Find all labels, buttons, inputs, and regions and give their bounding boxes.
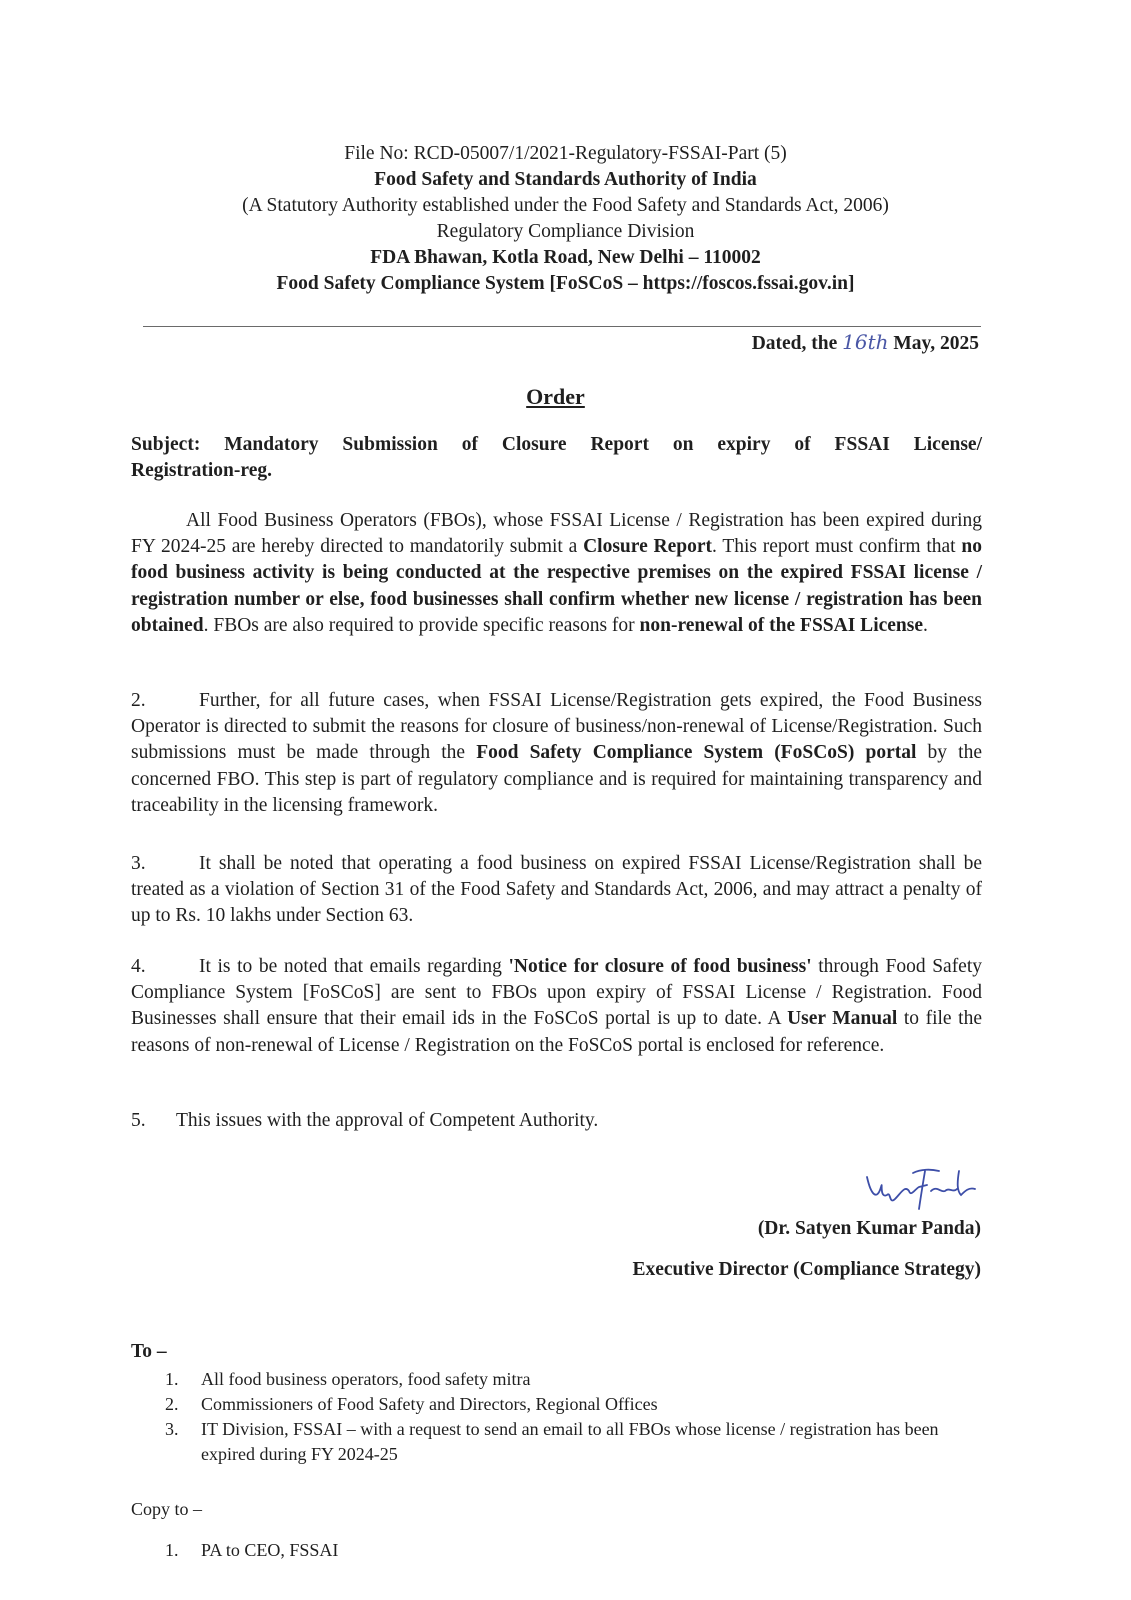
subject-line-2: Registration-reg. [131, 460, 272, 482]
signatory-designation: Executive Director (Compliance Strategy) [632, 1259, 981, 1280]
subject-line-1: Subject: Mandatory Submission of Closure Report on expiry of FSSAI License/ [131, 434, 982, 455]
item-text: PA to CEO, FSSAI [201, 1540, 339, 1560]
item-text: All food business operators, food safety mitra [201, 1369, 531, 1389]
p4-number: 4. [131, 956, 146, 977]
p1-text-2: . This report must confirm that [712, 536, 962, 558]
p3-text: It shall be noted that operating a food business on expired FSSAI License/Registration shall be treated as a violation of Section 31 of the Food Safety and Standards Act, 2006, and may attract a penalty of up to Rs. 10 lakhs under Section 63. [131, 853, 982, 927]
p4-bold-notice: 'Notice for closure of food business' [508, 956, 812, 977]
p2-number: 2. [131, 690, 146, 711]
date-suffix: May, 2025 [893, 333, 979, 354]
p4-text-1: It is to be noted that emails regarding [199, 956, 509, 977]
p5-number: 5. [131, 1110, 146, 1131]
item-text: IT Division, FSSAI – with a request to send an email to all FBOs whose license / registration has been expired during FY 2024-25 [201, 1419, 939, 1464]
p1-text-4: . [923, 614, 928, 636]
list-item [165, 1417, 985, 1467]
item-text: Commissioners of Food Safety and Directors, Regional Offices [201, 1394, 658, 1414]
p1-text-3: . FBOs are also required to provide specific reasons for [203, 614, 640, 636]
file-number: File No: RCD-05007/1/2021-Regulatory-FSSAI-Part (5) [344, 143, 787, 164]
copy-to-label: Copy to – [131, 1499, 203, 1519]
list-item [165, 1538, 985, 1563]
division-name: Regulatory Compliance Division [436, 221, 695, 242]
p5-text: This issues with the approval of Competent Authority. [176, 1110, 599, 1131]
to-label: To – [131, 1341, 167, 1362]
item-number: 1. [165, 1369, 179, 1389]
list-item [165, 1392, 985, 1417]
p1-bold-non-renewal: non-renewal of the FSSAI License [639, 614, 924, 636]
p1-bold-confirmation: no food business activity is being conducted at the respective premises on the expired FSSAI license / registration number or else, food businesses shall confirm whether new license / registration has been obtained [131, 536, 982, 636]
paragraph-3 [131, 851, 982, 930]
handwritten-day: 16th [842, 330, 889, 354]
copy-to-list [165, 1538, 985, 1563]
office-address: FDA Bhawan, Kotla Road, New Delhi – 110002 [370, 247, 761, 268]
paragraph-2 [131, 688, 982, 819]
date-prefix: Dated, the [751, 333, 838, 354]
p4-text-2: through Food Safety Compliance System [FoSCoS] are sent to FBOs upon expiry of FSSAI License / Registration. Food Businesses shall ensure that their email ids in the FoSCoS portal is up to date. A [131, 956, 983, 1030]
p2-text-1: Further, for all future cases, when FSSAI License/Registration gets expired, the Food Business Operator is directed to submit the reasons for closure of business/non-renewal of License/Registration. Such submissions must be made through the [131, 690, 982, 764]
header-divider [143, 326, 981, 327]
to-list [165, 1367, 985, 1467]
subject [131, 432, 982, 484]
p2-text-2: by the concerned FBO. This step is part of regulatory compliance and is required for maintaining transparency and traceability in the licensing framework. [131, 742, 982, 816]
p2-bold-foscos-portal: Food Safety Compliance System (FoSCoS) portal [476, 742, 917, 764]
p1-bold-closure-report: Closure Report [583, 536, 713, 558]
p4-bold-user-manual: User Manual [787, 1008, 898, 1030]
handwritten-signature [861, 1165, 981, 1210]
statutory-line: (A Statutory Authority established under the Food Safety and Standards Act, 2006) [242, 195, 889, 216]
item-number: 2. [165, 1394, 179, 1414]
p3-number: 3. [131, 853, 146, 874]
list-item [165, 1367, 985, 1392]
order-title: Order [526, 384, 585, 409]
p1-text-1: All Food Business Operators (FBOs), whose FSSAI License / Registration has been expired during FY 2024-25 are hereby directed to mandatorily submit a [131, 510, 982, 558]
authority-name: Food Safety and Standards Authority of India [374, 169, 757, 190]
paragraph-4 [131, 954, 982, 1059]
paragraph-1 [131, 508, 982, 639]
date-line [752, 330, 979, 355]
foscos-system-line: Food Safety Compliance System [FoSCoS – https://foscos.fssai.gov.in] [276, 273, 855, 294]
paragraph-5 [131, 1108, 982, 1134]
item-number: 1. [165, 1540, 179, 1560]
signatory-name: (Dr. Satyen Kumar Panda) [757, 1218, 981, 1239]
item-number: 3. [165, 1419, 179, 1439]
p4-text-3: to file the reasons of non-renewal of License / Registration on the FoSCoS portal is enclosed for reference. [131, 1008, 982, 1056]
